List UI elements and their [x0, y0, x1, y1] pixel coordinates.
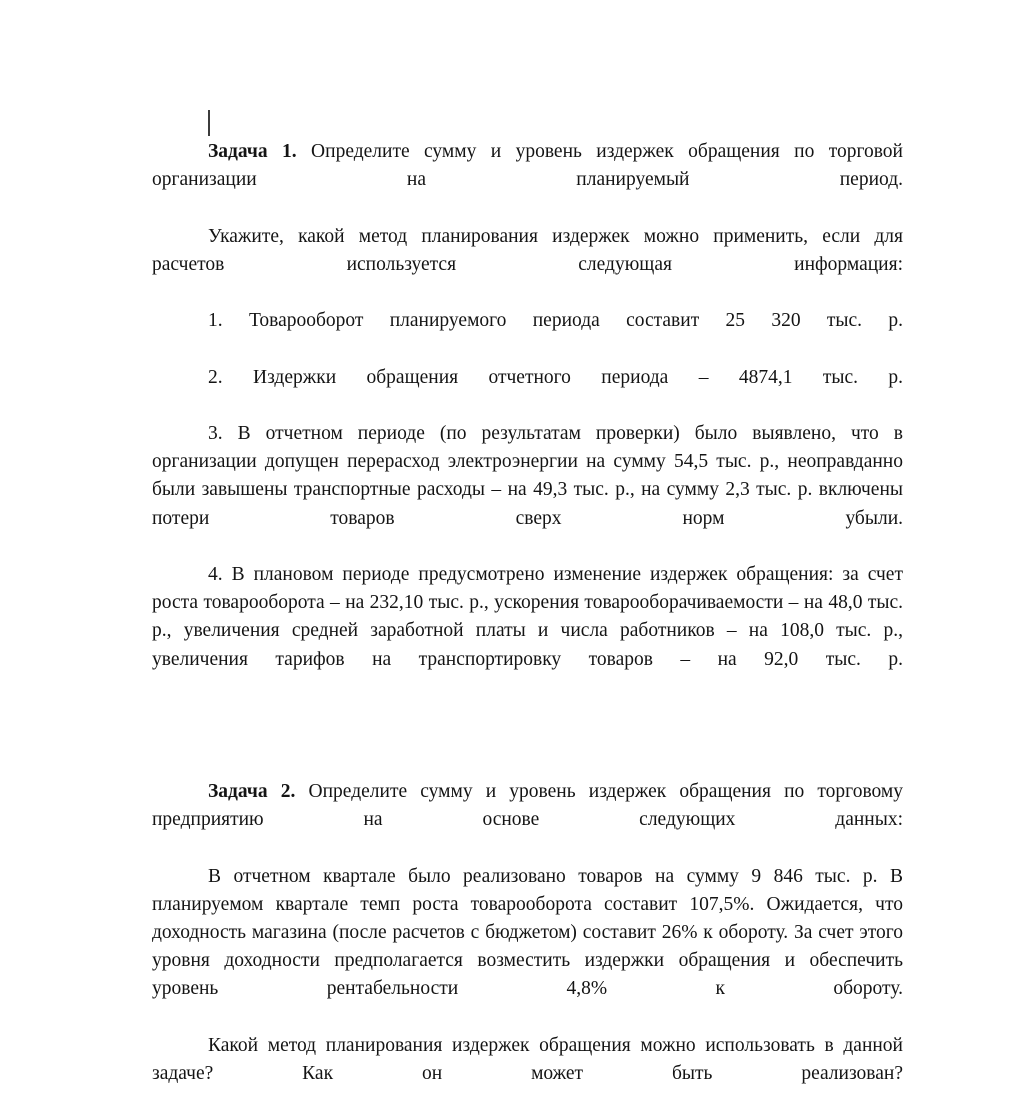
task1-heading-paragraph	[152, 138, 903, 223]
task1-item-3: 3. В отчетном периоде (по результатам проверки) было выявлено, что в организации допущен перерасход электроэнергии на сумму 54,5 тыс. р., неоправданно были завышены транспортные расходы – на 49,3 тыс. р., на сумму 2,3 тыс. р. включены потери товаров сверх норм убыли.	[152, 423, 903, 529]
task1-heading-text: Определите сумму и уровень издержек обращения по торговой организации на планируемый период.	[152, 141, 903, 191]
task2-heading-text: Определите сумму и уровень издержек обращения по торговому предприятию на основе следующих данных:	[152, 781, 903, 831]
section-gap	[152, 702, 903, 778]
task1-item-4: 4. В плановом периоде предусмотрено изменение издержек обращения: за счет роста товарооборота – на 232,10 тыс. р., ускорения товарооборачиваемости – на 48,0 тыс. р., увеличения средней заработной платы и числа работников – на 108,0 тыс. р., увеличения тарифов на транспортировку товаров – на 92,0 тыс. р.	[152, 564, 903, 670]
text-caret	[208, 110, 210, 136]
task2-heading-paragraph	[152, 778, 903, 863]
task2-heading-label: Задача 2.	[208, 781, 296, 803]
document-text-column	[152, 108, 903, 1117]
empty-paragraph-line	[152, 108, 903, 138]
task1-intro-paragraph: Укажите, какой метод планирования издержек можно применить, если для расчетов используется следующая информация:	[152, 225, 903, 275]
task1-heading-label: Задача 1.	[208, 141, 297, 162]
task1-item-1: 1. Товарооборот планируемого периода составит 25 320 тыс. р.	[208, 310, 903, 332]
task1-item-2: 2. Издержки обращения отчетного периода – 4874,1 тыс. р.	[208, 366, 903, 388]
task2-data-paragraph: В отчетном квартале было реализовано товаров на сумму 9 846 тыс. р. В планируемом квартале темп роста товарооборота составит 107,5%. Ожидается, что доходность магазина (после расчетов с бюджетом) составит 26% к обороту. За счет этого уровня доходности предполагается возместить издержки обращения и обеспечить уровень рентабельности 4,8% к обороту.	[152, 865, 903, 1000]
task2-question-paragraph: Какой метод планирования издержек обращения можно использовать в данной задаче? Как он может быть реализован?	[152, 1034, 903, 1085]
